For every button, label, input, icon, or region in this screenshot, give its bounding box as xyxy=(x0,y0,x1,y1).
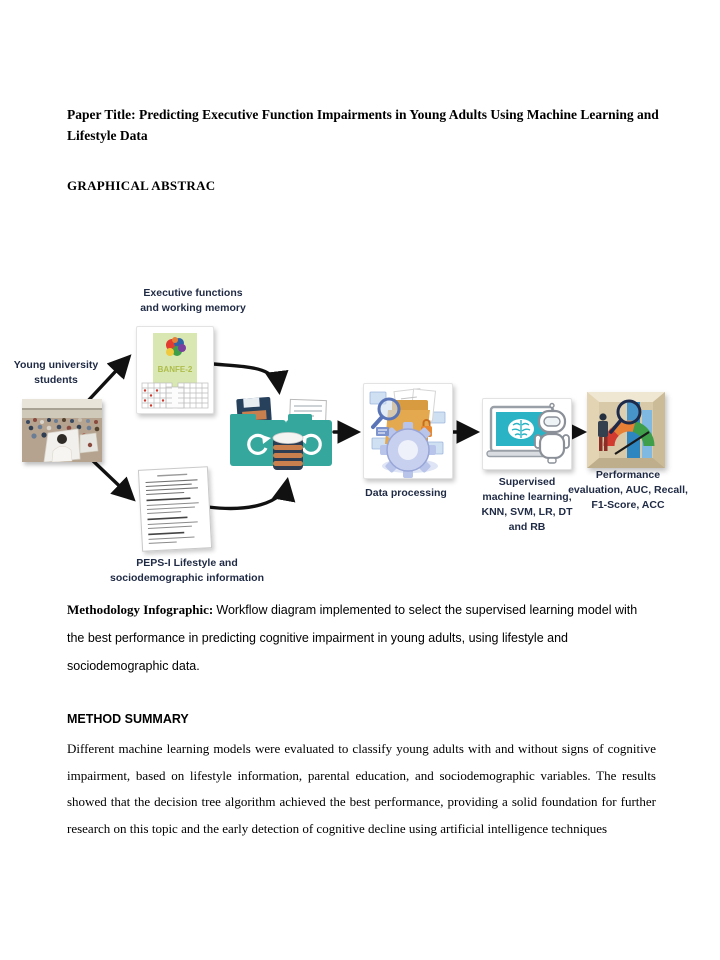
data-processing-label: Data processing xyxy=(365,487,447,499)
peps-document-graphic xyxy=(139,467,209,548)
classroom-photo-graphic xyxy=(22,399,102,462)
graphical-abstract-diagram xyxy=(0,270,720,600)
caption-lead: Methodology Infographic: xyxy=(67,602,214,617)
peps-label: PEPS-I Lifestyle and sociodemographic information xyxy=(109,557,264,584)
paper-title: Paper Title: Predicting Executive Function Impairments in Young Adults Using Machine Learning and Lifestyle Data xyxy=(67,107,659,143)
method-summary-heading: METHOD SUMMARY xyxy=(67,712,189,726)
students-classroom-photo xyxy=(22,399,102,462)
performance-evaluation-icon xyxy=(587,392,665,468)
database-icon xyxy=(273,433,303,471)
executive-functions-label: Executive functions and working memory xyxy=(140,287,246,314)
banfe-logo-text: BANFE-2 xyxy=(157,365,193,374)
supervised-ml-label: Supervised machine learning, KNN, SVM, LR, DT and RB xyxy=(481,476,573,533)
machine-learning-robot-icon xyxy=(482,398,572,470)
caption-text: Workflow diagram implemented to select the supervised learning model with the best performance in predicting cognitive impairment in young adults, using lifestyle and sociodemographic data. xyxy=(67,603,638,673)
brain-icon xyxy=(508,419,534,439)
graphical-abstract-heading: GRAPHICAL ABSTRAC xyxy=(67,178,216,193)
method-summary-body: Different machine learning models were evaluated to classify young adults with and without signs of cognitive impairment, based on lifestyle information, parental education, and sociodemographic variables. The results showed that the decision tree algorithm achieved the best performance, providing a solid foundation for further research on this topic and the early detection of cognitive decline using artificial intelligence techniques xyxy=(67,741,656,836)
young-students-label: Young university students xyxy=(13,359,99,386)
data-processing-graphic xyxy=(364,384,452,478)
data-collection-folders-icon xyxy=(228,392,332,474)
data-processing-icon xyxy=(363,383,453,479)
ml-laptop-robot-graphic xyxy=(483,399,571,469)
banfe-test-graphic xyxy=(137,327,213,413)
performance-label: Performance evaluation, AUC, Recall, F1-Score, ACC xyxy=(568,469,688,511)
folders-database-graphic xyxy=(228,392,332,474)
performance-graphic xyxy=(587,392,665,468)
figure-caption xyxy=(67,596,645,680)
banfe-test-icon xyxy=(136,326,214,414)
peps-questionnaire-icon xyxy=(138,466,212,552)
